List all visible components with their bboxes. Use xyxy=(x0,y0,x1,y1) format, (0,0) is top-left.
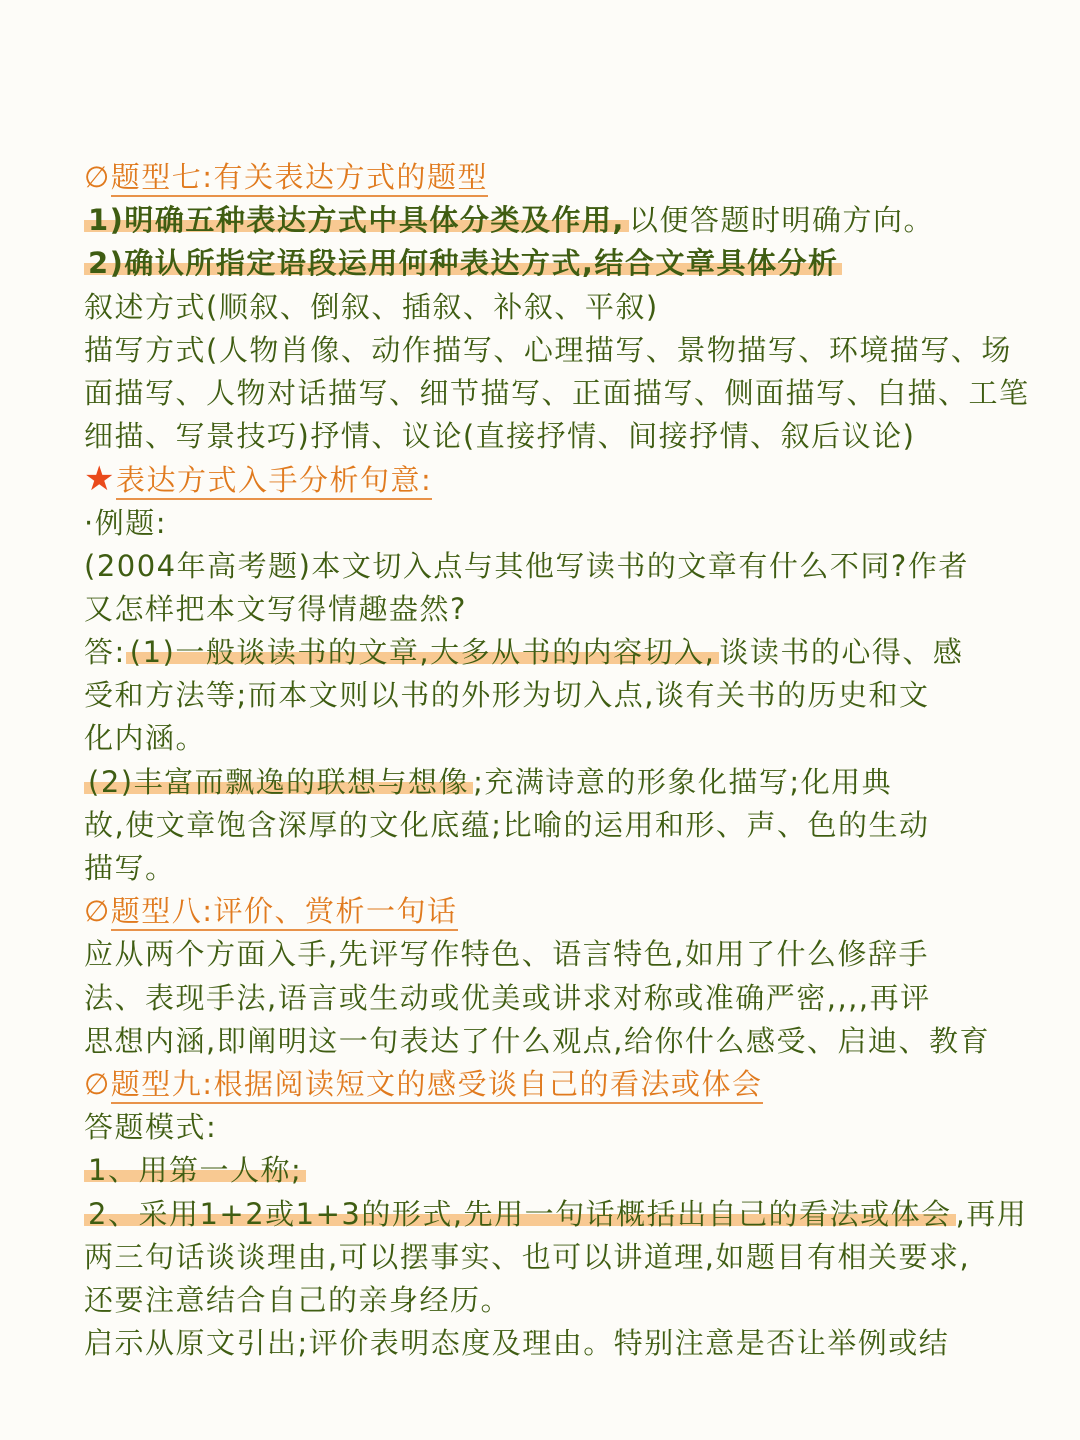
answer2-first-line xyxy=(84,761,1034,804)
answer-mode-label: 答题模式: xyxy=(84,1110,218,1145)
section7-point1 xyxy=(84,199,1034,242)
step2-line: 还要注意结合自己的亲身经历。 xyxy=(84,1282,512,1317)
answer2-highlight: (2)丰富而飘逸的联想与想像 xyxy=(84,765,473,799)
star-icon: ★ xyxy=(84,459,116,500)
section7-title: 题型七:有关表达方式的题型 xyxy=(111,160,488,197)
description-methods-line: 细描、写景技巧)抒情、议论(直接抒情、间接抒情、叙后议论) xyxy=(84,419,916,454)
section7-point2-highlight: 2)确认所指定语段运用何种表达方式,结合文章具体分析 xyxy=(84,246,842,280)
example-question-line: 又怎样把本文写得情趣盎然? xyxy=(84,591,467,626)
answer2-rest: ;充满诗意的形象化描写;化用典 xyxy=(473,764,893,799)
empty-set-icon: ∅ xyxy=(84,894,111,929)
empty-set-icon: ∅ xyxy=(84,1066,111,1101)
step2-rest: ,再用 xyxy=(955,1196,1028,1231)
section8-line: 法、表现手法,语言或生动或优美或讲求对称或准确严密,,,,再评 xyxy=(84,980,931,1015)
answer1-highlight: (1)一般谈读书的文章,大多从书的内容切入, xyxy=(126,635,720,669)
section8-heading xyxy=(84,890,1034,933)
answer1-first-line xyxy=(84,631,1034,674)
description-methods-line: 面描写、人物对话描写、细节描写、正面描写、侧面描写、白描、工笔 xyxy=(84,375,1030,410)
section8-title: 题型八:评价、赏析一句话 xyxy=(111,894,458,931)
answer-prefix: 答: xyxy=(84,635,126,670)
note-content xyxy=(84,156,1034,1365)
answer2-line: 描写。 xyxy=(84,851,176,885)
narration-methods: 叙述方式(顺叙、倒叙、插叙、补叙、平叙) xyxy=(84,289,659,324)
step2-highlight: 2、采用1+2或1+3的形式,先用一句话概括出自己的看法或体会 xyxy=(84,1197,956,1231)
description-methods-line: 描写方式(人物肖像、动作描写、心理描写、景物描写、环境描写、场 xyxy=(84,332,1012,367)
answer1-line: 化内涵。 xyxy=(84,721,207,756)
section8-line: 应从两个方面入手,先评写作特色、语言特色,如用了什么修辞手 xyxy=(84,937,929,972)
example-label: ·例题: xyxy=(84,505,167,540)
step1-highlight: 1、用第一人称; xyxy=(84,1153,306,1187)
step1 xyxy=(84,1149,1034,1192)
example-question-line: (2004年高考题)本文切入点与其他写读书的文章有什么不同?作者 xyxy=(84,548,969,583)
section9-title: 题型九:根据阅读短文的感受谈自己的看法或体会 xyxy=(111,1067,763,1104)
step2-line: 两三句话谈谈理由,可以摆事实、也可以讲道理,如题目有相关要求, xyxy=(84,1239,971,1274)
empty-set-icon: ∅ xyxy=(84,160,111,194)
section7-point2 xyxy=(84,242,1034,285)
star-heading xyxy=(84,458,1034,501)
answer1-rest: 谈读书的心得、感 xyxy=(719,635,964,670)
section7-point1-rest: 以便答题时明确方向。 xyxy=(628,203,934,238)
section7-heading xyxy=(84,156,1034,199)
star-heading-title: 表达方式入手分析句意: xyxy=(116,463,432,500)
answer1-line: 受和方法等;而本文则以书的外形为切入点,谈有关书的历史和文 xyxy=(84,678,930,713)
step2-first-line xyxy=(84,1193,1034,1236)
section9-heading xyxy=(84,1063,1034,1106)
section7-point1-highlight: 1)明确五种表达方式中具体分类及作用, xyxy=(84,203,629,237)
answer2-line: 故,使文章饱含深厚的文化底蕴;比喻的运用和形、声、色的生动 xyxy=(84,807,930,842)
section9-last-line: 启示从原文引出;评价表明态度及理由。特别注意是否让举例或结 xyxy=(84,1326,950,1361)
section8-line: 思想内涵,即阐明这一句表达了什么观点,给你什么感受、启迪、教育 xyxy=(84,1023,990,1058)
